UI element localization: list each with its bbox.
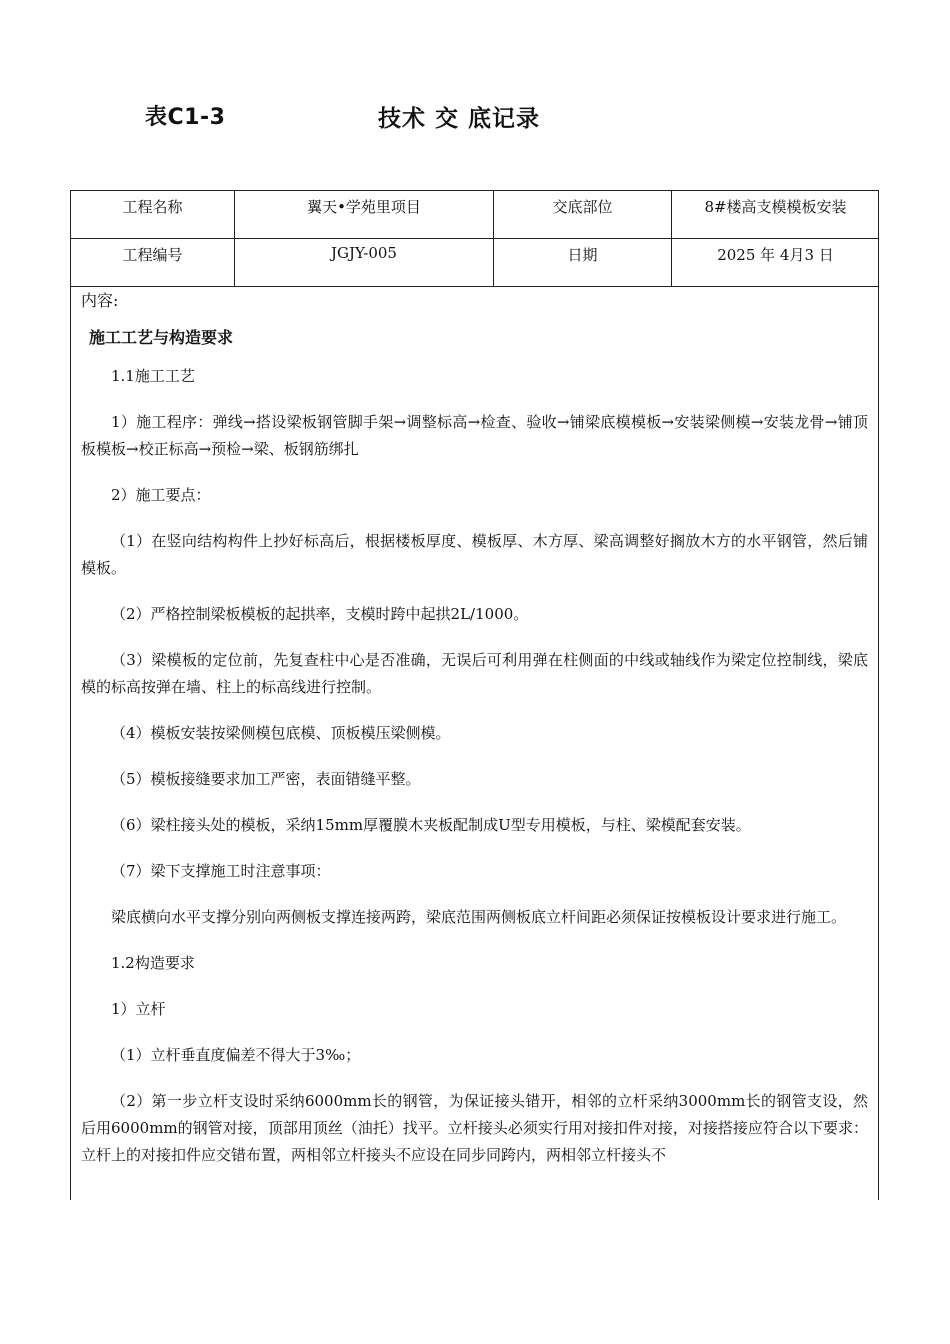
- paragraph: 1）立杆: [111, 1000, 166, 1018]
- table-row: [71, 239, 880, 287]
- disclosure-part-label: 交底部位: [494, 191, 672, 239]
- date-label: 日期: [494, 239, 672, 287]
- paragraph: 1.1施工工艺: [111, 367, 195, 385]
- content-label: 内容:: [81, 291, 119, 310]
- project-info-table: [70, 190, 879, 287]
- paragraph: （2）严格控制梁板模板的起拱率，支模时跨中起拱2L/1000。: [111, 605, 529, 623]
- disclosure-part-value: 8#楼高支模模板安装: [672, 191, 880, 239]
- table-row: [71, 191, 880, 239]
- paragraph: （3）梁模板的定位前，先复查柱中心是否准确，无误后可利用弹在柱侧面的中线或轴线作为梁定位控制线，梁底模的标高按弹在墙、柱上的标高线进行控制。: [81, 651, 868, 696]
- paragraph: （2）第一步立杆支设时采纳6000mm长的钢管，为保证接头错开，相邻的立杆采纳3000mm长的钢管支设，然后用6000mm的钢管对接，顶部用顶丝（油托）找平。立杆接头必须实行用对接扣件对接，对接搭接应符合以下要求：立杆上的对接扣件应交错布置，两相邻立杆接头不应设在同步同跨内，两相邻立杆接头不: [81, 1092, 868, 1164]
- paragraph: （7）梁下支撑施工时注意事项：: [111, 862, 331, 880]
- form-number: 表C1-3: [145, 105, 226, 130]
- paragraph: （5）模板接缝要求加工严密，表面错缝平整。: [111, 770, 421, 788]
- paragraph: 1）施工程序：弹线→搭设梁板钢管脚手架→调整标高→检查、验收→铺梁底模模板→安装梁侧模→安装龙骨→铺顶板模板→校正标高→预检→梁、板钢筋绑扎: [81, 413, 868, 458]
- paragraph: 2）施工要点：: [111, 486, 211, 504]
- paragraph: （1）立杆垂直度偏差不得大于3‰；: [111, 1046, 361, 1064]
- project-number-label: 工程编号: [71, 239, 235, 287]
- content-area: [71, 287, 878, 1169]
- paragraph: （4）模板安装按梁侧模包底模、顶板模压梁侧模。: [111, 724, 451, 742]
- project-name-label: 工程名称: [71, 191, 235, 239]
- title-row: [0, 100, 950, 134]
- project-number-value: JGJY-005: [235, 239, 494, 287]
- paragraph: （1）在竖向结构构件上抄好标高后，根据楼板厚度、模板厚、木方厚、梁高调整好搁放木方的水平钢管，然后铺模板。: [81, 532, 868, 577]
- paragraph: （6）梁柱接头处的模板，采纳15mm厚覆膜木夹板配制成U型专用模板，与柱、梁模配套安装。: [111, 816, 751, 834]
- paragraph: 梁底横向水平支撑分别向两侧板支撑连接两跨，梁底范围两侧板底立杆间距必须保证按模板设计要求进行施工。: [111, 908, 847, 926]
- document-title: 技术 交 底记录: [378, 106, 541, 132]
- record-frame: [70, 190, 879, 1200]
- section-heading: 施工工艺与构造要求: [89, 328, 234, 347]
- date-value: 2025 年 4月3 日: [672, 239, 880, 287]
- project-name-value: 翼天•学苑里项目: [235, 191, 494, 239]
- paragraph: 1.2构造要求: [111, 954, 195, 972]
